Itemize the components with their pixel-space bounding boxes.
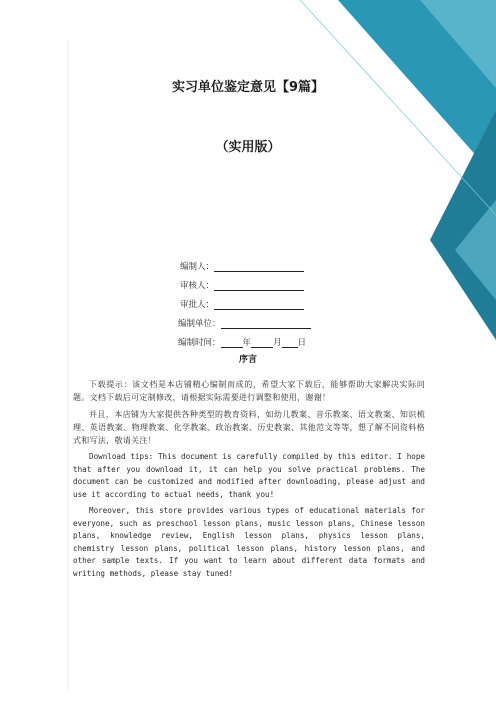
day-label: 日 [297,338,307,348]
year-blank [221,337,243,348]
preface-body [73,378,425,584]
preface-paragraph-1: 下载提示：该文档是本店铺精心编制而成的，希望大家下载后，能够帮助大家解决实际问题。文档下载后可定制修改，请根据实际需要进行调整和使用，谢谢！ [73,380,425,402]
preface-paragraph-3: Download tips: This document is carefully compiled by this editor. I hope that after you download it, it can help you solve practical problems. The document can be customized and modified after downloading, please adjust and use it according to actual needs, thank you! [73,452,425,499]
month-blank [251,337,273,348]
time-label: 编制时间： [178,338,221,348]
unit-row [178,310,400,329]
month-label: 月 [273,338,282,348]
preface-paragraph-4: Moreover, this store provides various types of educational materials for everyone, such as preschool lesson plans, music lesson plans, Chinese lesson plans, knowledge review, English lesson plans, physics lesson plans, chemistry lesson plans, political lesson plans, history lesson plans, and other sample texts. If you want to learn about different data formats and writing methods, please stay tuned! [73,506,425,578]
preface-heading: 序言 [238,355,257,365]
day-blank [282,337,298,348]
reviewer-blank [214,280,304,291]
unit-blank [221,318,311,329]
reviewer-row [180,272,400,291]
approver-blank [214,299,304,310]
compiler-row [180,253,400,272]
preface-paragraph-2: 并且，本店铺为大家提供各种类型的教育资料，如幼儿教案、音乐教案、语文教案、知识梳理、英语教案、物理教案、化学教案、政治教案、历史教案、其他范文等等，想了解不同资料格式和写法，敬请关注！ [73,410,425,445]
approver-row [180,291,400,310]
meta-block [180,253,400,348]
approver-label: 审批人： [180,300,215,310]
compiler-blank [214,261,304,272]
year-label: 年 [242,338,252,348]
document-subtitle: （实用版） [215,140,281,155]
unit-label: 编制单位： [178,319,221,329]
compiler-label: 编制人： [180,262,215,272]
reviewer-label: 审核人： [180,281,215,291]
document-title: 实习单位鉴定意见【9篇】 [171,80,325,95]
time-row [178,329,400,348]
